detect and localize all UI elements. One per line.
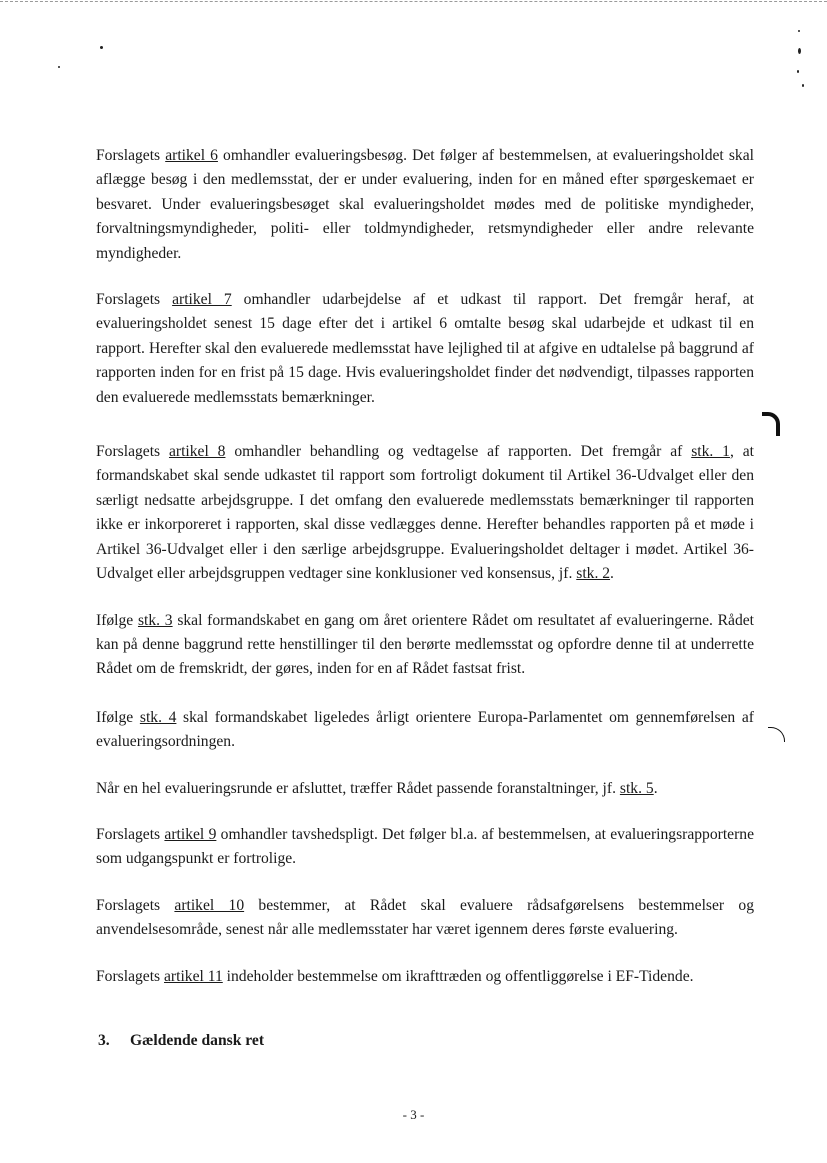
cross-reference: artikel 6 [165,147,218,164]
paragraph-text: Forslagets [96,443,169,461]
paragraph-text: Når en hel evalueringsrunde er afsluttet, træffer Rådet passende foranstaltninger, jf. [96,779,620,797]
paragraph-text: Forslagets [96,147,166,164]
cross-reference: stk. 5 [619,779,654,797]
scan-speck [797,70,799,73]
punch-hole-mark [762,412,780,436]
cross-reference: artikel 10 [174,896,245,914]
scan-speck [798,30,800,32]
paragraph-text: . [610,565,614,583]
section-heading [98,1032,264,1050]
paragraph [96,823,754,872]
cross-reference: artikel 8 [168,443,226,461]
paragraph-text: omhandler evalueringsbesøg. Det følger af bestemmelsen, at evalueringsholdet skal aflægge besøg i den medlemsstat, der er under evaluering, inden for en måned efter spørgeskemaet er besvaret. Under evalueringsbesøget skal evalueringsholdet mødes med de politiske myndigheder, forvaltningsmyndigheder, politi- eller toldmyndigheder, retsmyndigheder eller andre relevante myndigheder. [96,147,754,262]
paragraph-text: Forslagets [96,896,175,914]
paragraph [96,440,754,586]
cross-reference: artikel 7 [172,291,232,309]
scan-speck [100,46,103,49]
paragraph [96,777,754,801]
paragraph-text: Forslagets [96,825,165,843]
cross-reference: artikel 9 [164,825,217,843]
paragraph [96,609,754,682]
paragraph-text: bestemmer, at Rådet skal evaluere rådsafgørelsens bestemmelser og anvendelsesområde, senest når alle medlemsstater har været igennem deres første evaluering. [96,896,754,939]
cross-reference: stk. 1 [691,443,730,461]
paragraph-text: . [653,779,658,797]
punch-hole-mark [768,727,785,742]
scan-speck [798,48,801,54]
paragraph-text: omhandler tavshedspligt. Det følger bl.a. af bestemmelsen, at evalueringsrapporterne som udgangspunkt er fortrolige. [96,825,754,868]
page-number: - 3 - [402,1107,425,1122]
paragraph-text: indeholder bestemmelse om ikrafttræden og offentliggørelse i EF-Tidende. [222,967,694,985]
paragraph-text: Forslagets [96,967,165,985]
paragraph [96,288,754,410]
paragraph [96,706,754,755]
scan-top-edge [0,1,827,2]
cross-reference: stk. 2 [576,565,611,583]
paragraph-text: skal formandskabet en gang om året orientere Rådet om resultatet af evalueringerne. Rådet kan på denne baggrund rette henstillinger til den berørte medlemsstat og opfordre denne til at underrette Rådet om de fremskridt, der gøres, inden for en af Rådet fastsat frist. [96,611,755,678]
paragraph-text: skal formandskabet ligeledes årligt orientere Europa-Parlamentet om gennemførelsen af evalueringsordningen. [96,708,754,751]
paragraph-text: Forslagets [96,291,173,309]
paragraph-text: Ifølge [96,708,140,726]
cross-reference: artikel 11 [164,967,223,985]
paragraph [96,965,754,989]
section-number: 3. [98,1032,110,1049]
paragraph-text: omhandler behandling og vedtagelse af rapporten. Det fremgår af [225,443,692,461]
scan-speck [58,66,60,68]
section-title: Gældende dansk ret [130,1032,265,1049]
paragraph-text: , at formandskabet skal sende udkastet til rapport som fortroligt dokument til Artikel 36-Udvalget eller den særligt nedsatte arbejdsgruppe. I det omfang den evaluerede medlemsstats bemærkninger til rapporten ikke er inkorporeret i rapporten, skal disse vedlægges denne. Herefter behandles rapporten på et møde i Artikel 36-Udvalget eller i den særlige arbejdsgruppe. Evalueringsholdet deltager i mødet. Artikel 36-Udvalget eller arbejdsgruppen vedtager sine konklusioner ved konsensus, jf. [96,443,754,583]
cross-reference: stk. 4 [139,708,177,726]
scan-speck [802,84,804,87]
paragraph [96,894,754,943]
cross-reference: stk. 3 [137,611,173,629]
paragraph-text: omhandler udarbejdelse af et udkast til rapport. Det fremgår heraf, at evalueringsholdet senest 15 dage efter det i artikel 6 omtalte besøg skal udarbejde et udkast til en rapport. Herefter skal den evaluerede medlemsstat have lejlighed til at afgive en udtalelse på baggrund af rapporten inden for en frist på 15 dage. Hvis evalueringsholdet finder det nødvendigt, tilpasses rapporten den evaluerede medlemsstats bemærkninger. [96,291,754,406]
document-body [96,144,754,1011]
paragraph-text: Ifølge [96,611,138,629]
paragraph [96,144,754,266]
